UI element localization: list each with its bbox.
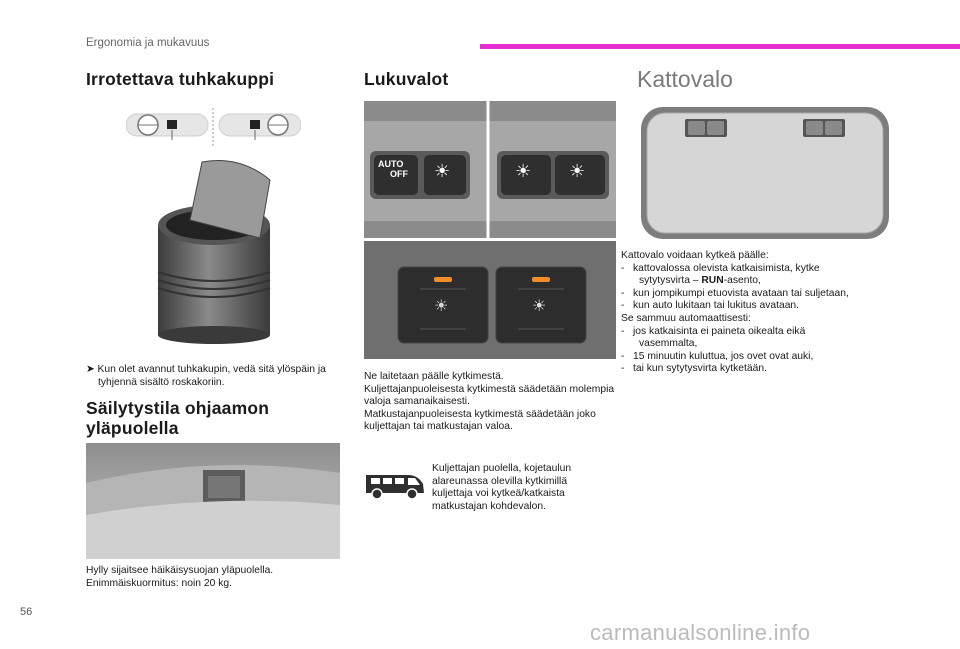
section-color-bar (480, 44, 960, 49)
page-number: 56 (20, 606, 33, 618)
spotlight-passenger-icon: ☀ (532, 298, 547, 315)
spotlight-driver-icon: ☀ (434, 298, 449, 315)
auto-off-switch-label: AUTO OFF (378, 159, 408, 179)
bullet-arrow-icon: ➤ (86, 364, 98, 375)
on-item-1: - kattovalossa olevista katkaisimista, kytke (621, 262, 820, 274)
watermark: carmanualsonline.info (590, 620, 811, 645)
ceiling-light-photo (637, 101, 893, 245)
on-item-3: - kun auto lukitaan tai lukitus avataan. (621, 300, 800, 312)
on-item-2: - kun jompikumpi etuovista avataan tai suljetaan, (621, 287, 849, 299)
ashtray-position-diagram (126, 108, 301, 146)
spotlight-switch-photo (364, 241, 616, 359)
off-item-2: - 15 minuutin kuluttua, jos ovet ovat auki, (621, 350, 814, 362)
spotlight-note: Kuljettajan puolella, kojetaulun alareunassa olevilla kytkimillä kuljettaja voi kytkeä/katkaista matkustajan kohdevalon. (432, 463, 572, 512)
storage-title: Säilytystila ohjaamon yläpuolella (86, 398, 270, 438)
off-item-1: - jos katkaisinta ei paineta oikealta eikä (621, 325, 806, 337)
storage-description: Hylly sijaitsee häikäisysuojan yläpuolella. Enimmäiskuormitus: noin 20 kg. (86, 565, 274, 589)
off-intro: Se sammuu automaattisesti: (621, 312, 751, 324)
off-item-3: - tai kun sytytysvirta kytketään. (621, 363, 767, 375)
ceiling-light-intro: Kattovalo voidaan kytkeä päälle: (621, 250, 769, 261)
dome-light-icon: ☀ (434, 161, 451, 181)
reading-light-switch-photo (364, 101, 616, 238)
reading-lights-title: Lukuvalot (364, 69, 449, 89)
reading-light-right-icon: ☀ (569, 161, 586, 181)
reading-lights-description: Ne laitetaan päälle kytkimestä. Kuljettajanpuoleisesta kytkimestä säädetään molempia valoja samanaikaisesti. Matkustajanpuoleisesta kytkimestä säädetään joko kuljettajan tai matkustajan valoa. (364, 371, 615, 433)
section-header: Ergonomia ja mukavuus (86, 37, 210, 49)
ceiling-light-description (621, 250, 891, 376)
ashtray-title: Irrotettava tuhkakuppi (86, 69, 275, 89)
ceiling-light-title: Kattovalo (637, 66, 733, 92)
overhead-shelf-photo (86, 443, 340, 559)
reading-light-left-icon: ☀ (515, 161, 532, 181)
on-item-1-sub: sytytysvirta – RUN-asento, (639, 275, 761, 287)
ashtray-instruction: ➤ Kun olet avannut tuhkakupin, vedä sitä ylöspäin ja tyhjennä sisältö roskakoriin. (86, 364, 326, 388)
off-item-1-sub: vasemmalta, (639, 338, 698, 350)
van-icon (363, 467, 427, 501)
ashtray-illustration (150, 150, 280, 345)
